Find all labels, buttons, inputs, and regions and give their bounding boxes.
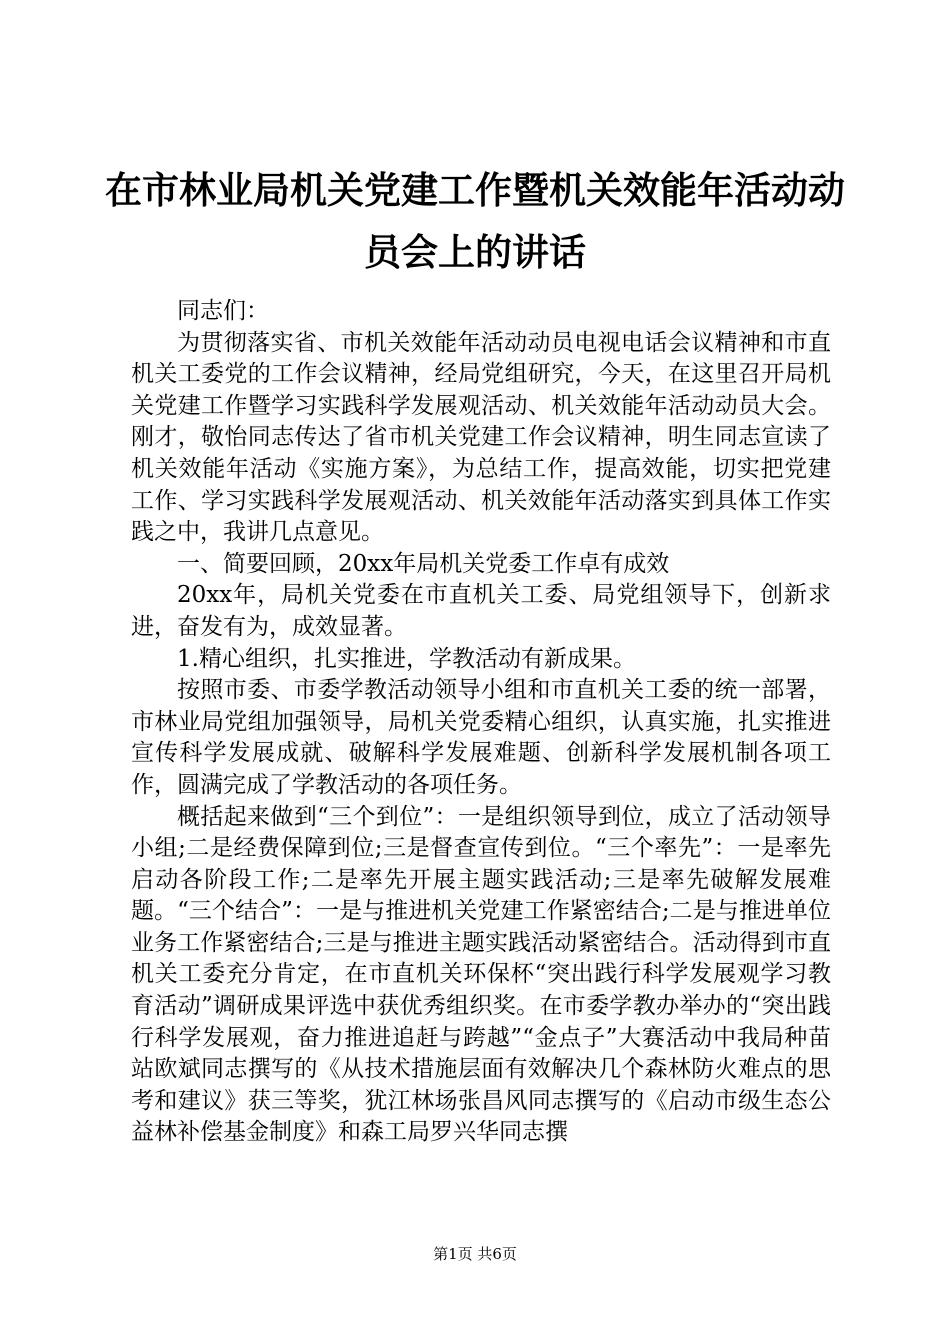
body-paragraph: 20xx年，局机关党委在市直机关工委、局党组领导下，创新求进，奋发有为，成效显著。 — [131, 582, 831, 640]
page-footer: 第1页 共6页 — [433, 1245, 517, 1263]
document-title — [100, 160, 850, 284]
section-heading: 一、简要回顾，20xx年局机关党委工作卓有成效 — [177, 550, 670, 577]
subsection-heading: 1.精心组织，扎实推进，学教活动有新成果。 — [177, 645, 636, 672]
body-paragraph: 概括起来做到“三个到位”：一是组织领导到位，成立了活动领导小组;二是经费保障到位;三是督查宣传到位。“三个率先”：一是率先启动各阶段工作;二是率先开展主题实践活动;三是率先破解发展难题。“三个结合”：一是与推进机关党建工作紧密结合;二是与推进单位业务工作紧密结合;三是与推进主题实践活动紧密结合。活动得到市直机关工委充分肯定，在市直机关环保杯“突出践行科学发展观学习教育活动”调研成果评选中获优秀组织奖。在市委学教办举办的“突出践行科学发展观，奋力推进追赶与跨越”“金点子”大赛活动中我局种苗站欧斌同志撰写的《从技术措施层面有效解决几个森林防火难点的思考和建议》获三等奖，犹江林场张昌风同志撰写的《启动市级生态公益林补偿基金制度》和森工局罗兴华同志撰 — [131, 803, 831, 1146]
body-paragraph: 按照市委、市委学教活动领导小组和市直机关工委的统一部署，市林业局党组加强领导，局机关党委精心组织，认真实施，扎实推进宣传科学发展成就、破解科学发展难题、创新科学发展机制各项工作，圆满完成了学教活动的各项任务。 — [131, 677, 831, 798]
title-line-2: 员会上的讲话 — [364, 231, 586, 274]
salutation: 同志们： — [177, 298, 269, 324]
title-line-1: 在市林业局机关党建工作暨机关效能年活动动 — [105, 169, 845, 212]
document-body — [131, 296, 831, 1149]
body-paragraph: 为贯彻落实省、市机关效能年活动动员电视电话会议精神和市直机关工委党的工作会议精神，经局党组研究，今天，在这里召开局机关党建工作暨学习实践科学发展观活动、机关效能年活动动员大会。刚才，敬怡同志传达了省市机关党建工作会议精神，明生同志宣读了机关效能年活动《实施方案》，为总结工作，提高效能，切实把党建工作、学习实践科学发展观活动、机关效能年活动落实到具体工作实践之中，我讲几点意见。 — [131, 329, 831, 546]
